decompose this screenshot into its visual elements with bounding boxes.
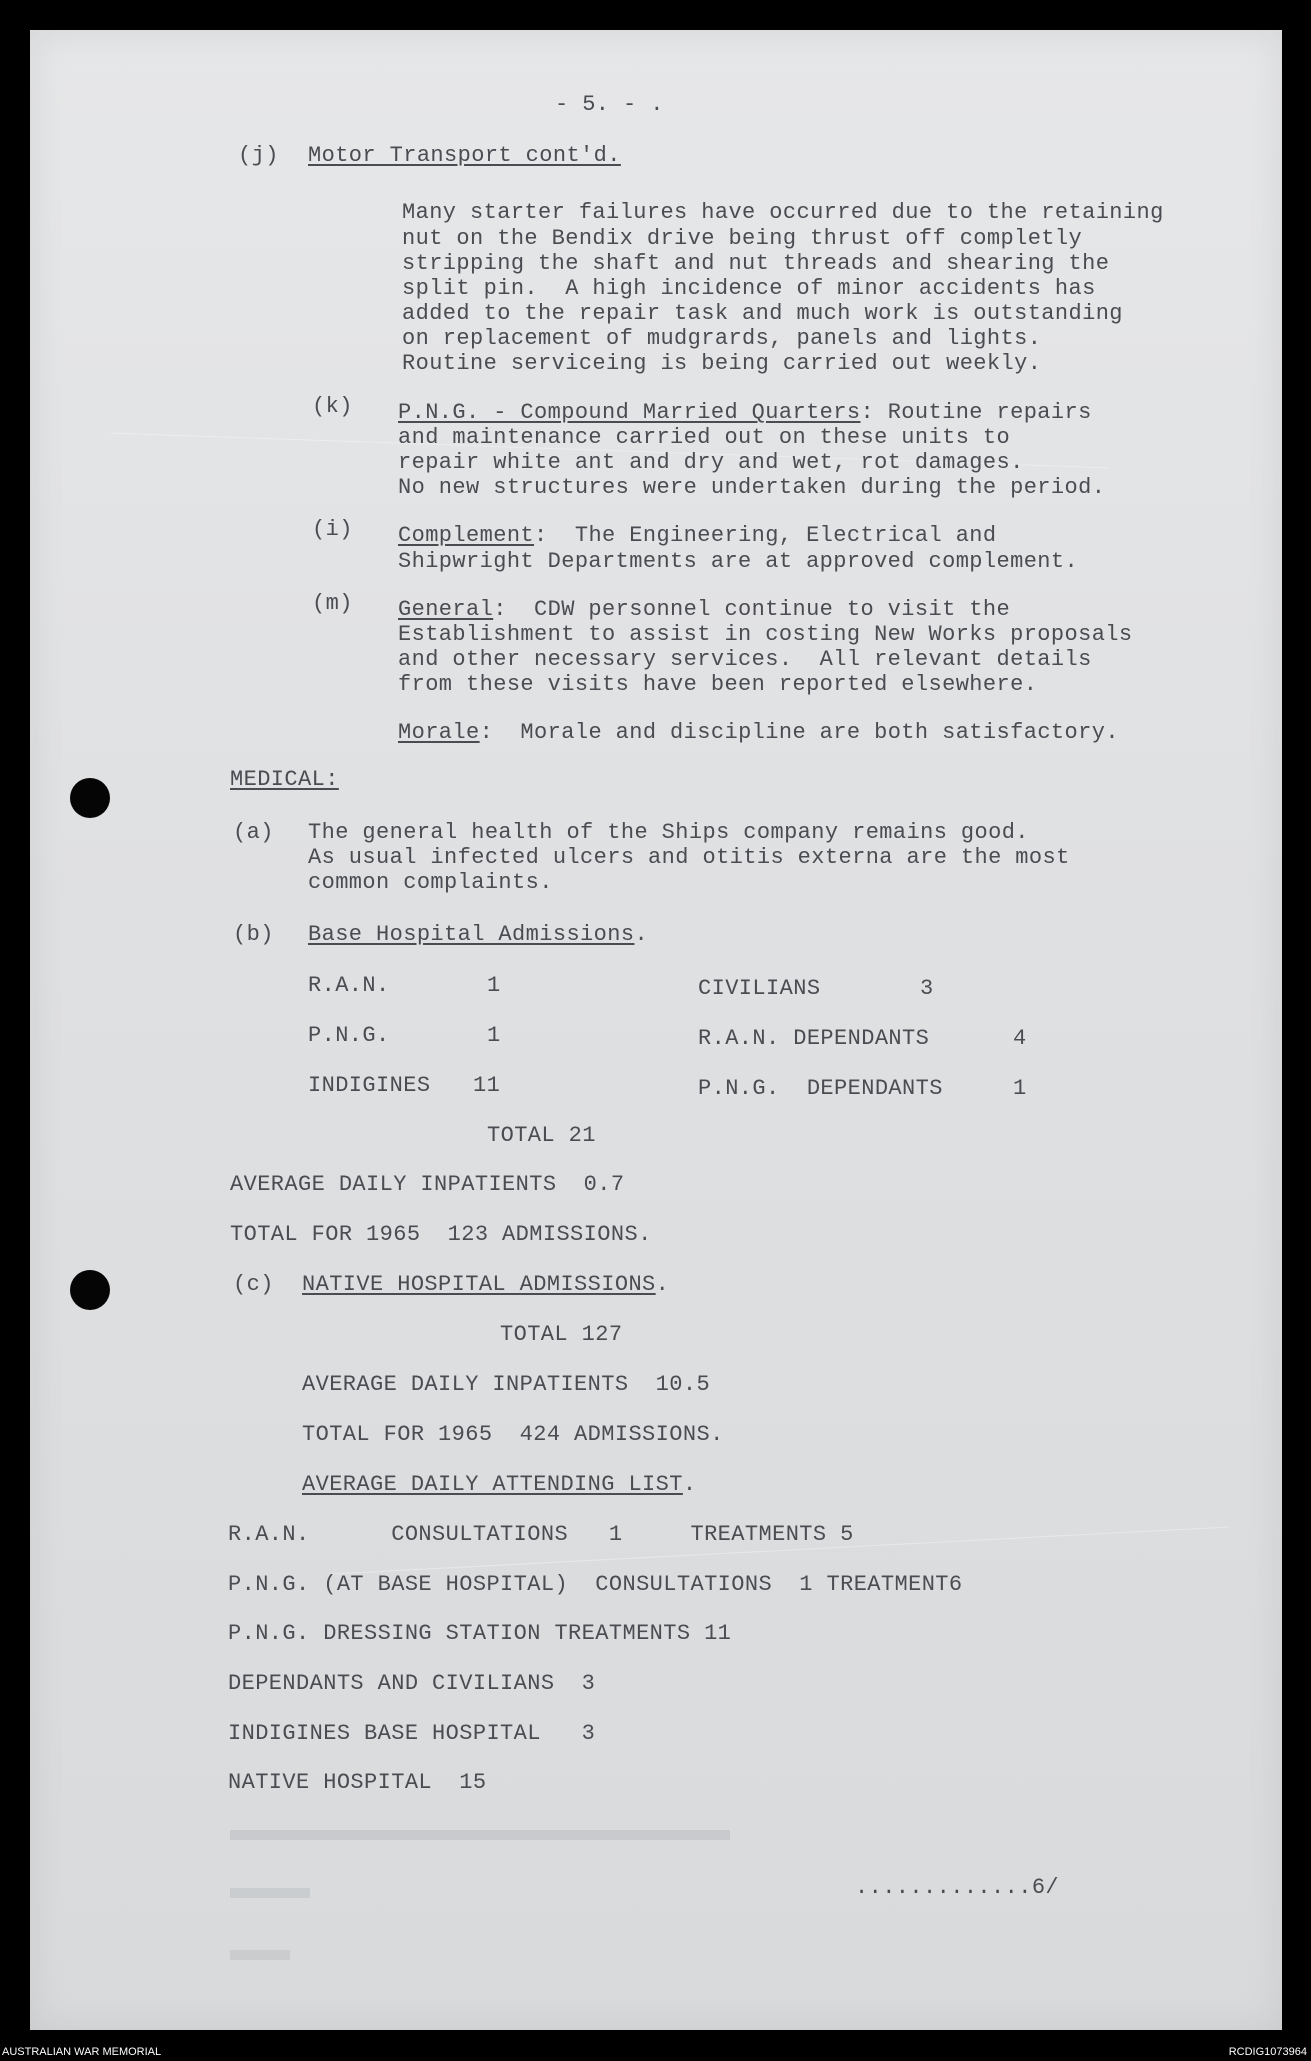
morale-text: : Morale and discipline are both satisfactory.: [479, 720, 1119, 745]
attending-row: INDIGINES BASE HOSPITAL 3: [228, 1721, 596, 1746]
attending-heading-line: [302, 1472, 696, 1498]
medical-b-heading-end: .: [634, 922, 649, 947]
section-l-first-line: [398, 523, 997, 549]
section-j-line: stripping the shaft and nut threads and shearing the: [402, 251, 1110, 276]
continuation-marker: .............6/: [855, 1875, 1060, 1900]
admission-value: 1: [487, 973, 501, 998]
medical-a-line: The general health of the Ships company remains good.: [308, 820, 1029, 845]
medical-c-heading: NATIVE HOSPITAL ADMISSIONS: [302, 1272, 656, 1297]
archive-footer: [0, 2043, 1311, 2061]
average-daily-inpatients: AVERAGE DAILY INPATIENTS 0.7: [230, 1172, 625, 1197]
section-j-marker: (j): [238, 143, 279, 168]
admission-value: 11: [473, 1073, 501, 1098]
admission-label: R.A.N. DEPENDANTS: [698, 1026, 930, 1051]
section-j-line: split pin. A high incidence of minor accidents has: [402, 276, 1096, 301]
bleed-through-mark: [230, 1950, 290, 1960]
morale-heading: Morale: [398, 720, 480, 745]
section-l-marker: (i): [312, 517, 353, 542]
medical-a-marker: (a): [233, 820, 274, 845]
medical-b-marker: (b): [233, 922, 274, 947]
section-m-first-line: [398, 597, 1010, 623]
admission-label: INDIGINES: [308, 1073, 431, 1098]
attending-heading: AVERAGE DAILY ATTENDING LIST: [302, 1472, 683, 1497]
section-k-first-line: [398, 400, 1092, 426]
section-m-heading: General: [398, 597, 494, 622]
admission-value: 3: [920, 976, 934, 1001]
section-m-line: Establishment to assist in costing New Works proposals: [398, 622, 1133, 647]
admission-label: R.A.N.: [308, 973, 390, 998]
medical-heading: MEDICAL:: [230, 767, 339, 792]
section-j-line: nut on the Bendix drive being thrust off completly: [402, 226, 1083, 251]
admission-label: P.N.G.: [308, 1023, 390, 1048]
medical-c-heading-end: .: [655, 1272, 670, 1297]
native-average-inpatients: AVERAGE DAILY INPATIENTS 10.5: [302, 1372, 711, 1397]
punch-hole-lower: [70, 1270, 110, 1310]
medical-a-line: common complaints.: [308, 870, 553, 895]
native-year-total: TOTAL FOR 1965 424 ADMISSIONS.: [302, 1422, 724, 1447]
admission-value: 4: [1013, 1026, 1027, 1051]
medical-b-heading-line: [308, 922, 648, 948]
section-m-marker: (m): [312, 591, 353, 616]
section-k-marker: (k): [312, 394, 353, 419]
medical-c-marker: (c): [233, 1272, 274, 1297]
bleed-through-mark: [230, 1830, 730, 1840]
morale-line: [398, 720, 1119, 746]
document-page: [30, 30, 1282, 2030]
attending-heading-end: .: [682, 1472, 697, 1497]
attending-row: DEPENDANTS AND CIVILIANS 3: [228, 1671, 596, 1696]
admission-label: P.N.G. DEPENDANTS: [698, 1076, 943, 1101]
section-j-heading: Motor Transport cont'd.: [308, 143, 621, 168]
section-k-line: and maintenance carried out on these units to: [398, 425, 1011, 450]
footer-left: AUSTRALIAN WAR MEMORIAL: [2, 2046, 162, 2058]
admission-value: 1: [487, 1023, 501, 1048]
section-m-line: from these visits have been reported elsewhere.: [398, 672, 1038, 697]
year-total-admissions: TOTAL FOR 1965 123 ADMISSIONS.: [230, 1222, 652, 1247]
bleed-through-mark: [230, 1888, 310, 1898]
attending-row: P.N.G. DRESSING STATION TREATMENTS 11: [228, 1621, 732, 1646]
section-m-first-rest: : CDW personnel continue to visit the: [493, 597, 1011, 622]
section-j-line: on replacement of mudgrards, panels and lights.: [402, 326, 1042, 351]
medical-b-heading: Base Hospital Admissions: [308, 922, 635, 947]
section-j-line: Many starter failures have occurred due to the retaining: [402, 200, 1164, 225]
native-admissions-total: TOTAL 127: [500, 1322, 623, 1347]
section-l-line: Shipwright Departments are at approved complement.: [398, 549, 1079, 574]
admission-label: CIVILIANS: [698, 976, 821, 1001]
medical-c-heading-line: [302, 1272, 669, 1298]
section-k-heading: P.N.G. - Compound Married Quarters: [398, 400, 861, 425]
admissions-total: TOTAL 21: [487, 1123, 596, 1148]
section-k-line: No new structures were undertaken during the period.: [398, 475, 1106, 500]
attending-row: NATIVE HOSPITAL 15: [228, 1770, 487, 1795]
section-k-line: repair white ant and dry and wet, rot damages.: [398, 450, 1024, 475]
section-l-first-rest: : The Engineering, Electrical and: [534, 523, 997, 548]
section-m-line: and other necessary services. All relevant details: [398, 647, 1092, 672]
punch-hole-upper: [70, 778, 110, 818]
page-number: - 5. - .: [555, 92, 664, 117]
admission-value: 1: [1013, 1076, 1027, 1101]
section-j-line: Routine serviceing is being carried out weekly.: [402, 351, 1042, 376]
attending-row: P.N.G. (AT BASE HOSPITAL) CONSULTATIONS 1 TREATMENT6: [228, 1572, 963, 1597]
attending-row: R.A.N. CONSULTATIONS 1 TREATMENTS 5: [228, 1522, 854, 1547]
footer-right: RCDIG1073964: [1228, 2046, 1307, 2058]
section-l-heading: Complement: [398, 523, 535, 548]
section-k-first-rest: : Routine repairs: [860, 400, 1092, 425]
section-j-line: added to the repair task and much work is outstanding: [402, 301, 1123, 326]
medical-a-line: As usual infected ulcers and otitis externa are the most: [308, 845, 1070, 870]
